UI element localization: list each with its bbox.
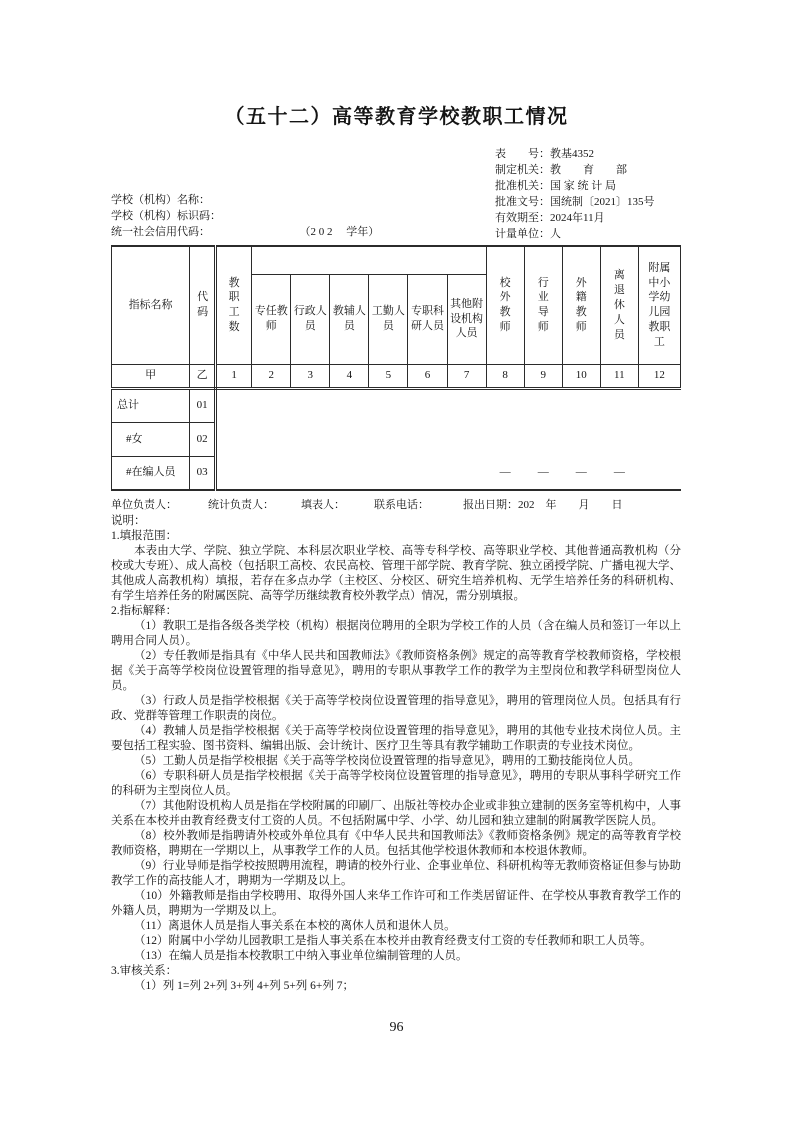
table-cell-dash: — — [524, 456, 562, 490]
table-cell — [216, 388, 252, 422]
col-key: 3 — [291, 364, 330, 388]
col-header-industry-mentors: 行业导师 — [524, 246, 562, 364]
table-cell — [486, 422, 524, 456]
table-cell — [252, 422, 291, 456]
unit-of-measure-value: 人 — [550, 228, 561, 240]
form-registry-block — [495, 146, 655, 242]
note-def-5: （5）工勤人员是指学校根据《关于高等学校岗位设置管理的指导意见》，聘用的工勤技能岗位人员。 — [134, 755, 640, 767]
col-key: 乙 — [190, 364, 216, 388]
page-number: 96 — [389, 1020, 404, 1035]
table-cell — [562, 388, 600, 422]
table-cell-dash: — — [486, 456, 524, 490]
col-header-indicator: 指标名称 — [112, 246, 190, 364]
form-title: （五十二）高等教育学校教职工情况 — [224, 106, 569, 128]
table-row-total — [112, 388, 681, 422]
col-key: 1 — [216, 364, 252, 388]
form-meta — [111, 146, 681, 240]
table-cell — [330, 422, 369, 456]
col-header-retired-staff: 离退休人员 — [600, 246, 638, 364]
note-section-definitions: 2.指标解释： — [111, 605, 178, 617]
col-header-admin-staff: 行政人员 — [291, 274, 330, 364]
phone-label: 联系电话： — [374, 499, 429, 511]
valid-until-row — [495, 210, 655, 226]
table-cell — [369, 422, 408, 456]
signature-line — [111, 496, 681, 511]
credit-code-label: 统一社会信用代码： — [111, 226, 210, 238]
form-number-row — [495, 146, 655, 162]
academic-year: （2 0 2 学年） — [305, 226, 380, 238]
note-def-8: （8）校外教师是指聘请外校或外单位具有《中华人民共和国教师法》《教师资格条例》规定的高等教育学校教师资格，聘期在一学期以上，从事教学工作的人员。包括其他学校退休教师和本校退休教师。 — [111, 830, 681, 857]
stats-head-label: 统计负责人： — [208, 499, 274, 511]
table-cell — [408, 422, 447, 456]
table-cell — [291, 388, 330, 422]
table-cell — [638, 422, 680, 456]
table-cell — [447, 456, 486, 490]
form-number-label: 表 号： — [495, 148, 550, 160]
school-id-label: 学校（机构）标识码： — [111, 210, 221, 222]
row-code: 02 — [190, 422, 216, 456]
col-header-teaching-support: 教辅人员 — [330, 274, 369, 364]
issuing-agency-label: 制定机关： — [495, 164, 550, 176]
col-key: 12 — [638, 364, 680, 388]
table-cell — [330, 456, 369, 490]
form-notes — [111, 514, 681, 994]
table-cell — [252, 456, 291, 490]
unit-head-label: 单位负责人： — [111, 499, 177, 511]
table-cell — [252, 388, 291, 422]
note-section-validation: 3.审核关系： — [111, 965, 178, 977]
table-cell — [369, 456, 408, 490]
col-header-research-staff: 专职科研人员 — [408, 274, 447, 364]
form-filler-label: 填表人： — [301, 499, 345, 511]
table-cell — [369, 388, 408, 422]
table-cell — [291, 456, 330, 490]
col-header-logistics-staff: 工勤人员 — [369, 274, 408, 364]
school-name-label: 学校（机构）名称： — [111, 194, 210, 206]
report-date-label: 报出日期：202 年 月 日 — [463, 499, 623, 511]
note-def-3: （3）行政人员是指学校根据《关于高等学校岗位设置管理的指导意见》，聘用的管理岗位人员。包括具有行政、党群等管理工作职责的岗位。 — [111, 695, 681, 722]
table-cell — [562, 422, 600, 456]
note-def-1: （1）教职工是指各级各类学校（机构）根据岗位聘用的全职为学校工作的人员（含在编人员和签订一年以上聘用合同人员）。 — [111, 620, 681, 647]
row-label: #女 — [112, 422, 190, 456]
table-cell — [638, 388, 680, 422]
table-row-female — [112, 422, 681, 456]
col-header-affiliated-school-staff: 附属中小学幼儿园教职工 — [638, 246, 680, 364]
col-key: 7 — [447, 364, 486, 388]
col-key: 6 — [408, 364, 447, 388]
col-header-foreign-teachers: 外籍教师 — [562, 246, 600, 364]
col-key: 甲 — [112, 364, 190, 388]
note-def-6: （6）专职科研人员是指学校根据《关于高等学校岗位设置管理的指导意见》，聘用的专职从事科学研究工作的科研为主型岗位人员。 — [111, 770, 681, 797]
form-content — [111, 146, 681, 994]
note-def-11: （11）离退休人员是指人事关系在本校的离休人员和退休人员。 — [134, 920, 456, 932]
col-header-other-attached-staff: 其他附设机构人员 — [447, 274, 486, 364]
col-header-external-teachers: 校外教师 — [486, 246, 524, 364]
table-cell — [447, 388, 486, 422]
note-def-7: （7）其他附设机构人员是指在学校附属的印刷厂、出版社等校办企业或非独立建制的医务室等机构中，人事关系在本校并由教育经费支付工资的人员。不包括附属中学、小学、幼儿园和独立建制的附属教学医院人员。 — [111, 800, 681, 827]
staff-statistics-table — [111, 245, 681, 491]
approval-doc-label: 批准文号： — [495, 196, 550, 208]
table-cell — [216, 456, 252, 490]
approval-doc-row — [495, 194, 655, 210]
table-cell — [486, 388, 524, 422]
header-group-spacer — [252, 246, 486, 274]
table-cell — [447, 422, 486, 456]
unit-of-measure-label: 计量单位： — [495, 228, 550, 240]
table-cell — [600, 388, 638, 422]
approval-doc-value: 国统制〔2021〕135号 — [550, 196, 655, 208]
table-cell — [408, 456, 447, 490]
col-key: 4 — [330, 364, 369, 388]
notes-heading: 说明： — [111, 515, 146, 527]
col-header-staff-total: 教职工数 — [216, 246, 252, 364]
table-cell-dash: — — [600, 456, 638, 490]
table-cell — [524, 422, 562, 456]
row-code: 03 — [190, 456, 216, 490]
table-row-establishment-staff — [112, 456, 681, 490]
col-key: 10 — [562, 364, 600, 388]
col-key: 11 — [600, 364, 638, 388]
note-validation-rule-1: （1）列 1=列 2+列 3+列 4+列 5+列 6+列 7； — [134, 980, 355, 992]
table-cell — [638, 456, 680, 490]
row-label: #在编人员 — [112, 456, 190, 490]
form-number-value: 教基4352 — [550, 148, 594, 160]
col-key: 5 — [369, 364, 408, 388]
approving-agency-value: 国 家 统 计 局 — [550, 180, 616, 192]
note-def-13: （13）在编人员是指本校教职工中纳入事业单位编制管理的人员。 — [134, 950, 468, 962]
approving-agency-row — [495, 178, 655, 194]
note-section-scope: 1.填报范围： — [111, 530, 178, 542]
col-key: 2 — [252, 364, 291, 388]
col-header-code: 代码 — [190, 246, 216, 364]
unit-of-measure-row — [495, 226, 655, 242]
table-cell — [330, 388, 369, 422]
col-header-fulltime-teachers: 专任教师 — [252, 274, 291, 364]
issuing-agency-value: 教 育 部 — [550, 164, 627, 176]
approving-agency-label: 批准机关： — [495, 180, 550, 192]
valid-until-label: 有效期至： — [495, 212, 550, 224]
credit-code-line — [111, 224, 379, 240]
col-key: 8 — [486, 364, 524, 388]
table-cell-dash: — — [562, 456, 600, 490]
col-key: 9 — [524, 364, 562, 388]
note-def-9: （9）行业导师是指学校按照聘用流程，聘请的校外行业、企事业单位、科研机构等无教师资格证但参与协助教学工作的高技能人才，聘期为一学期及以上。 — [111, 860, 681, 887]
school-identity-block — [111, 192, 379, 240]
note-def-10: （10）外籍教师是指由学校聘用、取得外国人来华工作许可和工作类居留证件、在学校从事教育教学工作的外籍人员，聘期为一学期及以上。 — [111, 890, 681, 917]
note-def-2: （2）专任教师是指具有《中华人民共和国教师法》《教师资格条例》规定的高等教育学校教师资格，学校根据《关于高等学校岗位设置管理的指导意见》，聘用的专职从事教学工作的教学为主型岗位和教学科研型岗位人员。 — [111, 650, 681, 692]
table-cell — [216, 422, 252, 456]
row-label: 总计 — [112, 388, 190, 422]
note-scope-body: 本表由大学、学院、独立学院、本科层次职业学校、高等专科学校、高等职业学校、其他普通高教机构（分校或大专班）、成人高校（包括职工高校、农民高校、管理干部学院、教育学院、独立函授学院、广播电视大学、其他成人高教机构）填报，若存在多点办学（主校区、分校区、研究生培养机构、无学生培养任务的科研机构、有学生培养任务的附属医院、高等学历继续教育校外教学点）情况，需分别填报。 — [111, 545, 681, 602]
issuing-agency-row — [495, 162, 655, 178]
row-code: 01 — [190, 388, 216, 422]
table-cell — [600, 422, 638, 456]
valid-until-value: 2024年11月 — [550, 212, 605, 224]
table-cell — [408, 388, 447, 422]
table-cell — [291, 422, 330, 456]
note-def-4: （4）教辅人员是指学校根据《关于高等学校岗位设置管理的指导意见》，聘用的其他专业技术岗位人员。主要包括工程实验、图书资料、编辑出版、会计统计、医疗卫生等具有教学辅助工作职责的专业技术岗位。 — [111, 725, 681, 752]
table-cell — [524, 388, 562, 422]
note-def-12: （12）附属中小学幼儿园教职工是指人事关系在本校并由教育经费支付工资的专任教师和职工人员等。 — [134, 935, 652, 947]
